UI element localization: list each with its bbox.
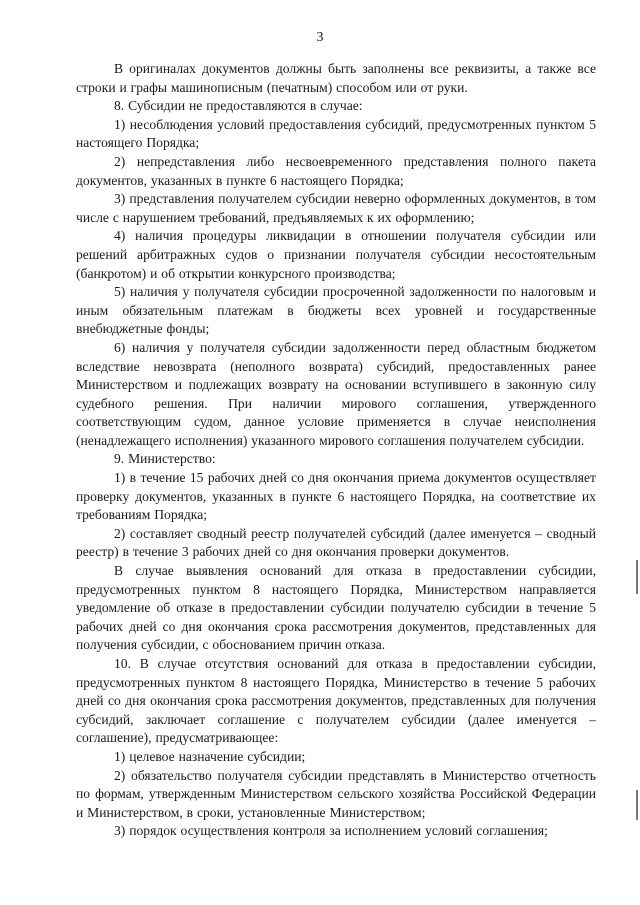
- paragraph: 3) порядок осуществления контроля за исполнением условий соглашения;: [114, 823, 548, 839]
- document-body: [76, 60, 596, 841]
- paragraph: 10. В случае отсутствия оснований для отказа в предоставлении субсидии, предусмотренных пунктом 8 настоящего Порядка, Министерство в течение 5 рабочих дней со дня окончания срока рассмотрения документов, представленных для получения субсидий, заключает соглашение с получателем субсидии (далее именуется – соглашение), предусматривающее:: [76, 656, 596, 746]
- scan-edge-mark: [636, 560, 638, 594]
- paragraph: 1) в течение 15 рабочих дней со дня окончания приема документов осуществляет проверку документов, указанных в пункте 6 настоящего Порядка, на соответствие их требованиям Порядка;: [76, 470, 596, 523]
- paragraph: В случае выявления оснований для отказа в предоставлении субсидии, предусмотренных пунктом 8 настоящего Порядка, Министерством направляется уведомление об отказе в предоставлении субсидии получателю субсидии в течение 5 рабочих дней со дня окончания срока рассмотрения документов, представленных для получения субсидии, с обоснованием причин отказа.: [76, 563, 596, 653]
- paragraph: 8. Субсидии не предоставляются в случае:: [114, 98, 363, 114]
- paragraph: 9. Министерство:: [114, 451, 216, 467]
- paragraph: В оригиналах документов должны быть заполнены все реквизиты, а также все строки и графы машинописным (печатным) способом или от руки.: [76, 61, 596, 95]
- paragraph: 2) непредставления либо несвоевременного представления полного пакета документов, указанных в пункте 6 настоящего Порядка;: [76, 153, 596, 188]
- paragraph: 2) обязательство получателя субсидии представлять в Министерство отчетность по формам, утвержденным Министерством сельского хозяйства Российской Федерации и Министерством, в сроки, установленные Министерством;: [76, 767, 596, 820]
- paragraph: 6) наличия у получателя субсидии задолженности перед областным бюджетом вследствие невозврата (неполного возврата) субсидий, предоставленных ранее Министерством и подлежащих возврату на основании вступившего в законную силу судебного решения. При наличии мирового соглашения, утвержденного соответствующим судом, данное условие применяется в случае неисполнения (ненадлежащего исполнения) указанного мирового соглашения получателем субсидии.: [76, 339, 596, 448]
- page-number: 3: [316, 30, 324, 45]
- paragraph: 1) несоблюдения условий предоставления субсидий, предусмотренных пунктом 5 настоящего Порядка;: [76, 116, 596, 151]
- paragraph: 2) составляет сводный реестр получателей субсидий (далее именуется – сводный реестр) в течение 3 рабочих дней со дня окончания проверки документов.: [76, 525, 596, 560]
- paragraph: 5) наличия у получателя субсидии просроченной задолженности по налоговым и иным обязательным платежам в бюджеты всех уровней и государственные внебюджетные фонды;: [76, 284, 596, 337]
- paragraph: 1) целевое назначение субсидии;: [114, 748, 306, 764]
- paragraph: 4) наличия процедуры ликвидации в отношении получателя субсидии или решений арбитражных судов о признании получателя субсидии несостоятельным (банкротом) и об открытии конкурсного производства;: [76, 228, 596, 281]
- paragraph: 3) представления получателем субсидии неверно оформленных документов, в том числе с нарушением требований, предъявляемых к их оформлению;: [76, 191, 596, 225]
- scan-edge-mark: [636, 790, 638, 820]
